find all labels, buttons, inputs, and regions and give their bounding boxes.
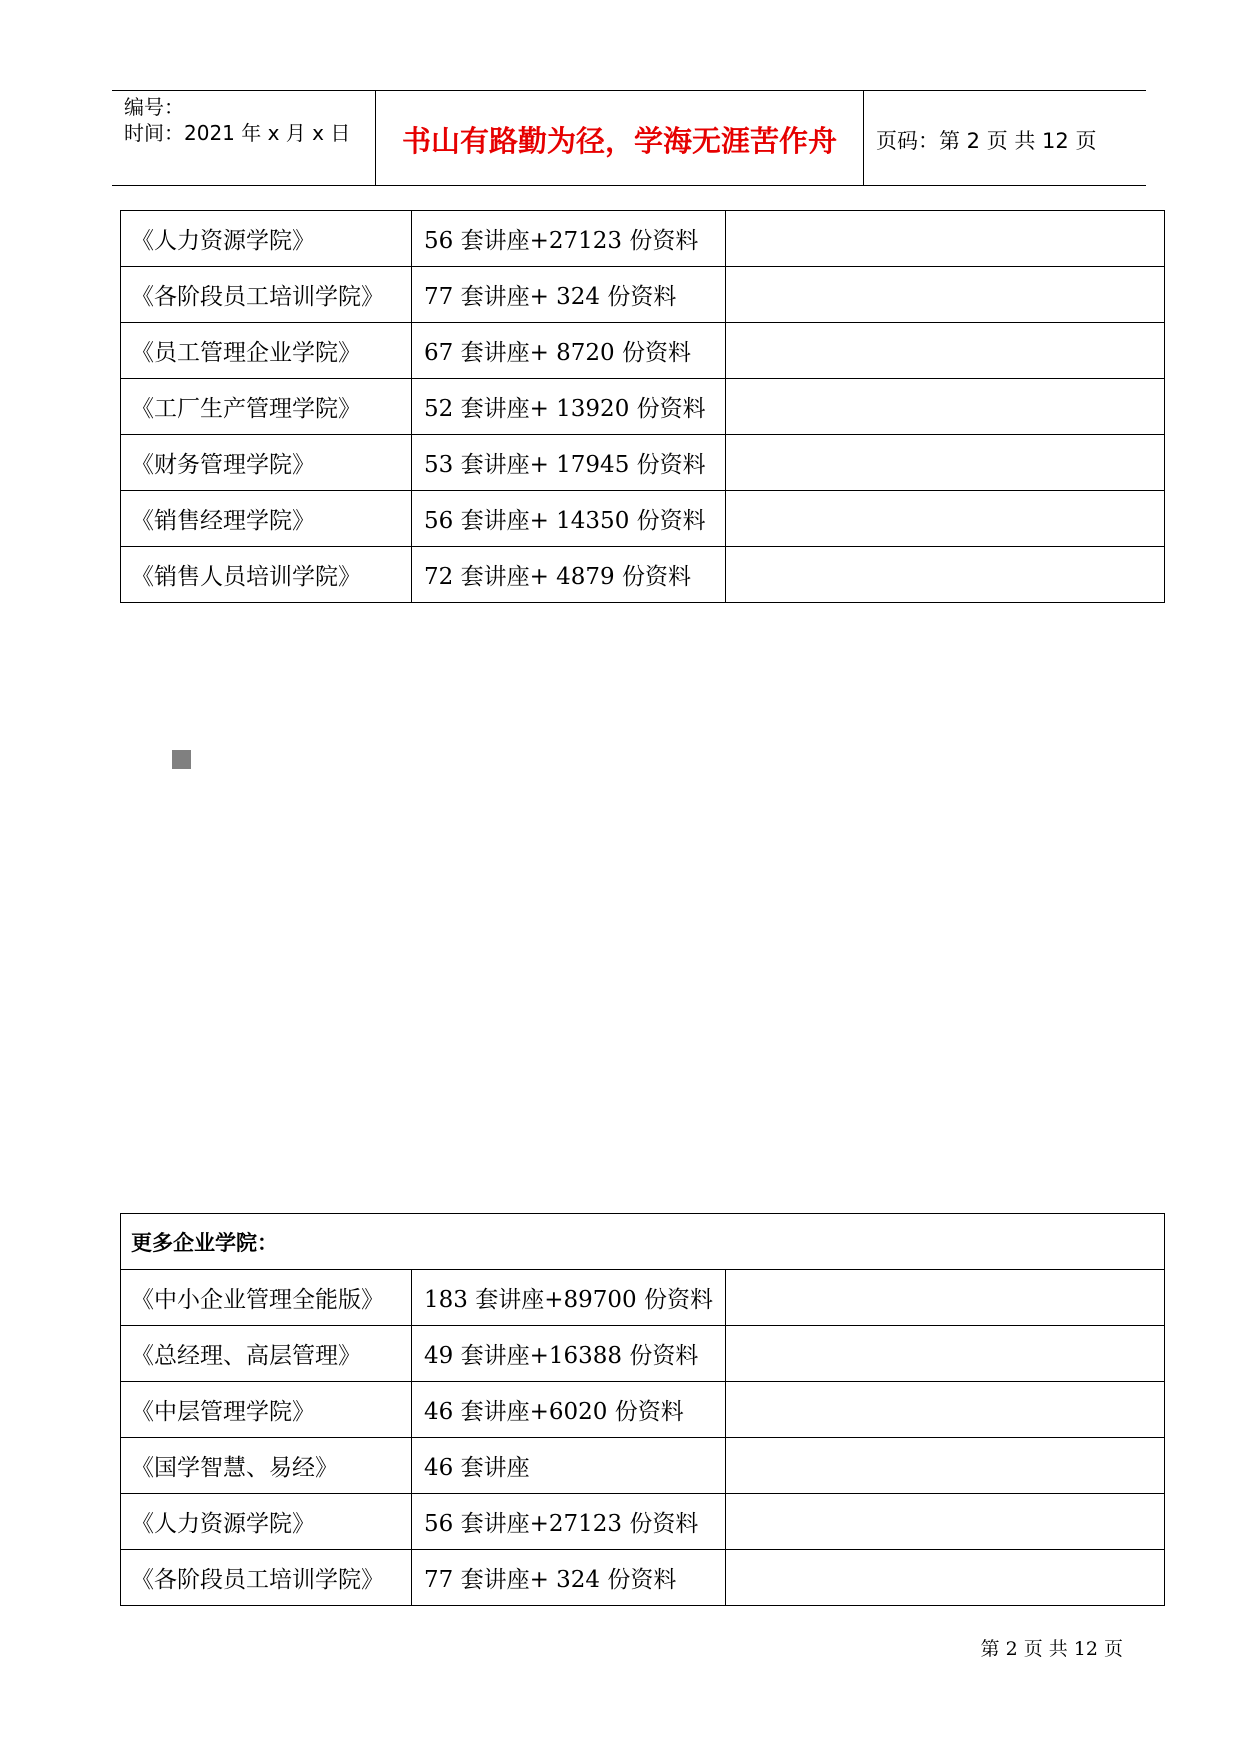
academy-name: 《各阶段员工培训学院》: [121, 267, 412, 323]
empty-cell: [726, 267, 1165, 323]
academy-content: 46 套讲座+6020 份资料: [412, 1382, 726, 1438]
academy-name: 《中层管理学院》: [121, 1382, 412, 1438]
header-meta-cell: [112, 91, 376, 185]
empty-cell: [726, 379, 1165, 435]
table-heading-row: [121, 1214, 1165, 1270]
academy-name: 《财务管理学院》: [121, 435, 412, 491]
header-motto-cell: [376, 91, 864, 185]
bullet-square-icon: [172, 750, 191, 769]
academy-name: 《国学智慧、易经》: [121, 1438, 412, 1494]
empty-cell: [726, 1550, 1165, 1606]
academy-content: 56 套讲座+27123 份资料: [412, 1494, 726, 1550]
page-header: [112, 90, 1146, 186]
empty-cell: [726, 211, 1165, 267]
table-row: [121, 267, 1165, 323]
table-row: [121, 1494, 1165, 1550]
table-row: [121, 323, 1165, 379]
academy-content: 46 套讲座: [412, 1438, 726, 1494]
academy-name: 《销售人员培训学院》: [121, 547, 412, 603]
academy-content: 49 套讲座+16388 份资料: [412, 1326, 726, 1382]
table-row: [121, 379, 1165, 435]
academy-content: 183 套讲座+89700 份资料: [412, 1270, 726, 1326]
table-row: [121, 435, 1165, 491]
academy-content: 67 套讲座+ 8720 份资料: [412, 323, 726, 379]
academy-name: 《人力资源学院》: [121, 1494, 412, 1550]
empty-cell: [726, 1326, 1165, 1382]
number-label: 编号：: [124, 95, 184, 119]
time-label: 时间：2021 年 x 月 x 日: [124, 121, 351, 145]
academy-name: 《中小企业管理全能版》: [121, 1270, 412, 1326]
table-row: [121, 1438, 1165, 1494]
header-page-cell: [864, 91, 1146, 185]
academy-name: 《各阶段员工培训学院》: [121, 1550, 412, 1606]
table-heading: 更多企业学院：: [121, 1214, 1165, 1270]
academy-name: 《总经理、高层管理》: [121, 1326, 412, 1382]
empty-cell: [726, 491, 1165, 547]
empty-cell: [726, 435, 1165, 491]
page-footer: 第 2 页 共 12 页: [980, 1638, 1123, 1660]
empty-cell: [726, 1382, 1165, 1438]
more-academies-table: [120, 1213, 1165, 1606]
academy-table: [120, 210, 1165, 603]
empty-cell: [726, 1270, 1165, 1326]
table-row: [121, 491, 1165, 547]
page-number-label: 页码：第 2 页 共 12 页: [876, 129, 1097, 153]
academy-name: 《人力资源学院》: [121, 211, 412, 267]
academy-name: 《工厂生产管理学院》: [121, 379, 412, 435]
academy-content: 72 套讲座+ 4879 份资料: [412, 547, 726, 603]
empty-cell: [726, 1494, 1165, 1550]
table-row: [121, 547, 1165, 603]
table-row: [121, 1326, 1165, 1382]
empty-cell: [726, 323, 1165, 379]
academy-content: 52 套讲座+ 13920 份资料: [412, 379, 726, 435]
table-row: [121, 1550, 1165, 1606]
academy-content: 56 套讲座+27123 份资料: [412, 211, 726, 267]
academy-content: 77 套讲座+ 324 份资料: [412, 267, 726, 323]
empty-cell: [726, 1438, 1165, 1494]
motto: 书山有路勤为径，学海无涯苦作舟: [401, 124, 837, 158]
table-row: [121, 1382, 1165, 1438]
academy-content: 77 套讲座+ 324 份资料: [412, 1550, 726, 1606]
table-row: [121, 1270, 1165, 1326]
empty-cell: [726, 547, 1165, 603]
academy-content: 53 套讲座+ 17945 份资料: [412, 435, 726, 491]
academy-name: 《销售经理学院》: [121, 491, 412, 547]
academy-name: 《员工管理企业学院》: [121, 323, 412, 379]
table-row: [121, 211, 1165, 267]
academy-content: 56 套讲座+ 14350 份资料: [412, 491, 726, 547]
